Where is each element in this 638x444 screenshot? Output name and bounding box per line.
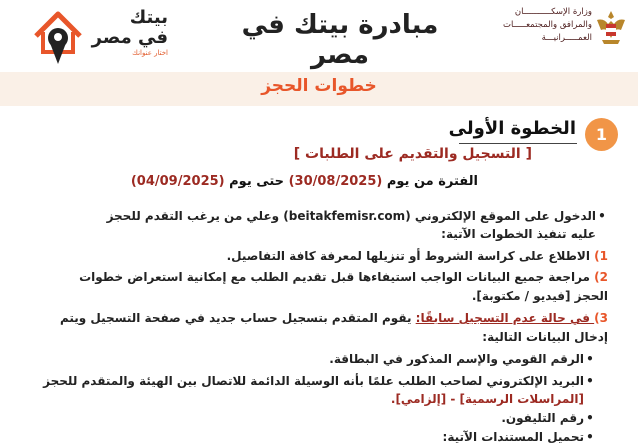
bullet-dot: • [586,411,594,425]
intro-line: •الدخول على الموقع الإلكتروني (beitakfemisr.com) وعلي من يرغب التقدم للحجز [107,209,608,223]
period-prefix: الفترة من يوم [382,174,478,189]
list-item: 1) الاطلاع على كراسة الشروط أو تنزيلها لمعرفة كافة التفاصيل. [226,249,608,263]
bullet-dot: • [586,352,594,366]
step-period [131,174,478,189]
section-title: خطوات الحجز [261,76,377,96]
sub-bullet-continued: [المراسلات الرسمية] - [إلزامي]. [390,392,584,406]
ministry-line: والمرافق والمجتمعـــــات [503,20,592,30]
list-item-continued: إدخال البيانات التالية: [482,330,608,344]
ministry-line: العمـــــرانيـــة [541,33,592,43]
date-to: (04/09/2025) [130,174,225,189]
sub-bullet: •البريد الإلكتروني لصاحب الطلب علمًا بأنه الوسيلة الدائمة للاتصال بين الهيئة والمتقدم للحجز [43,374,596,388]
period-mid: حتى يوم [224,174,289,189]
step-content [0,108,638,444]
ministry-line: وزارة الإسكـــــــــــان [514,7,592,17]
item-number: 1) [594,249,608,263]
step-title: الخطوة الأولى [448,118,576,139]
step-subtitle: [ التسجيل والتقديم على الطلبات ] [293,146,532,162]
ministry-name [478,6,592,54]
egypt-eagle-emblem-icon [594,8,628,48]
list-item-continued: الحجز [فيديو / مكتوبة]. [471,289,608,303]
section-banner [0,72,638,106]
list-item: 2) مراجعة جميع البيانات الواجب استيفاءها قبل تقديم الطلب مع إمكانية استعراض خطوات [79,270,608,284]
logo-wordmark [86,8,168,58]
logo-line-2: في مصر [91,27,168,48]
step-number-badge: 1 [585,118,618,151]
logo-line-1: بيتك [129,7,168,28]
item-number: 2) [594,270,608,284]
item-highlight: في حالة عدم التسجيل سابقًا: [415,311,595,325]
page-title: مبادرة بيتك في مصر [241,10,439,70]
list-item: 3) في حالة عدم التسجيل سابقًا: يقوم المتقدم بتسجيل حساب جديد في صفحة التسجيل ويتم [59,311,608,325]
date-from: (30/08/2025) [288,174,383,189]
item-number: 3) [594,311,608,325]
bullet-dot: • [586,374,594,388]
page-header [0,0,638,70]
sub-bullet: •تحميل المستندات الآتية: [443,430,596,444]
bullet-dot: • [586,430,594,444]
sub-bullet: •الرقم القومي والإسم المذكور في البطاقة. [329,352,596,366]
sub-bullet: •رقم التليفون. [501,411,596,425]
intro-line: عليه تنفيذ الخطوات الآتية: [441,227,596,241]
step-title-rule [459,143,577,144]
bullet-dot: • [598,209,606,223]
logo-tagline: اختار عنوانك [132,49,168,57]
